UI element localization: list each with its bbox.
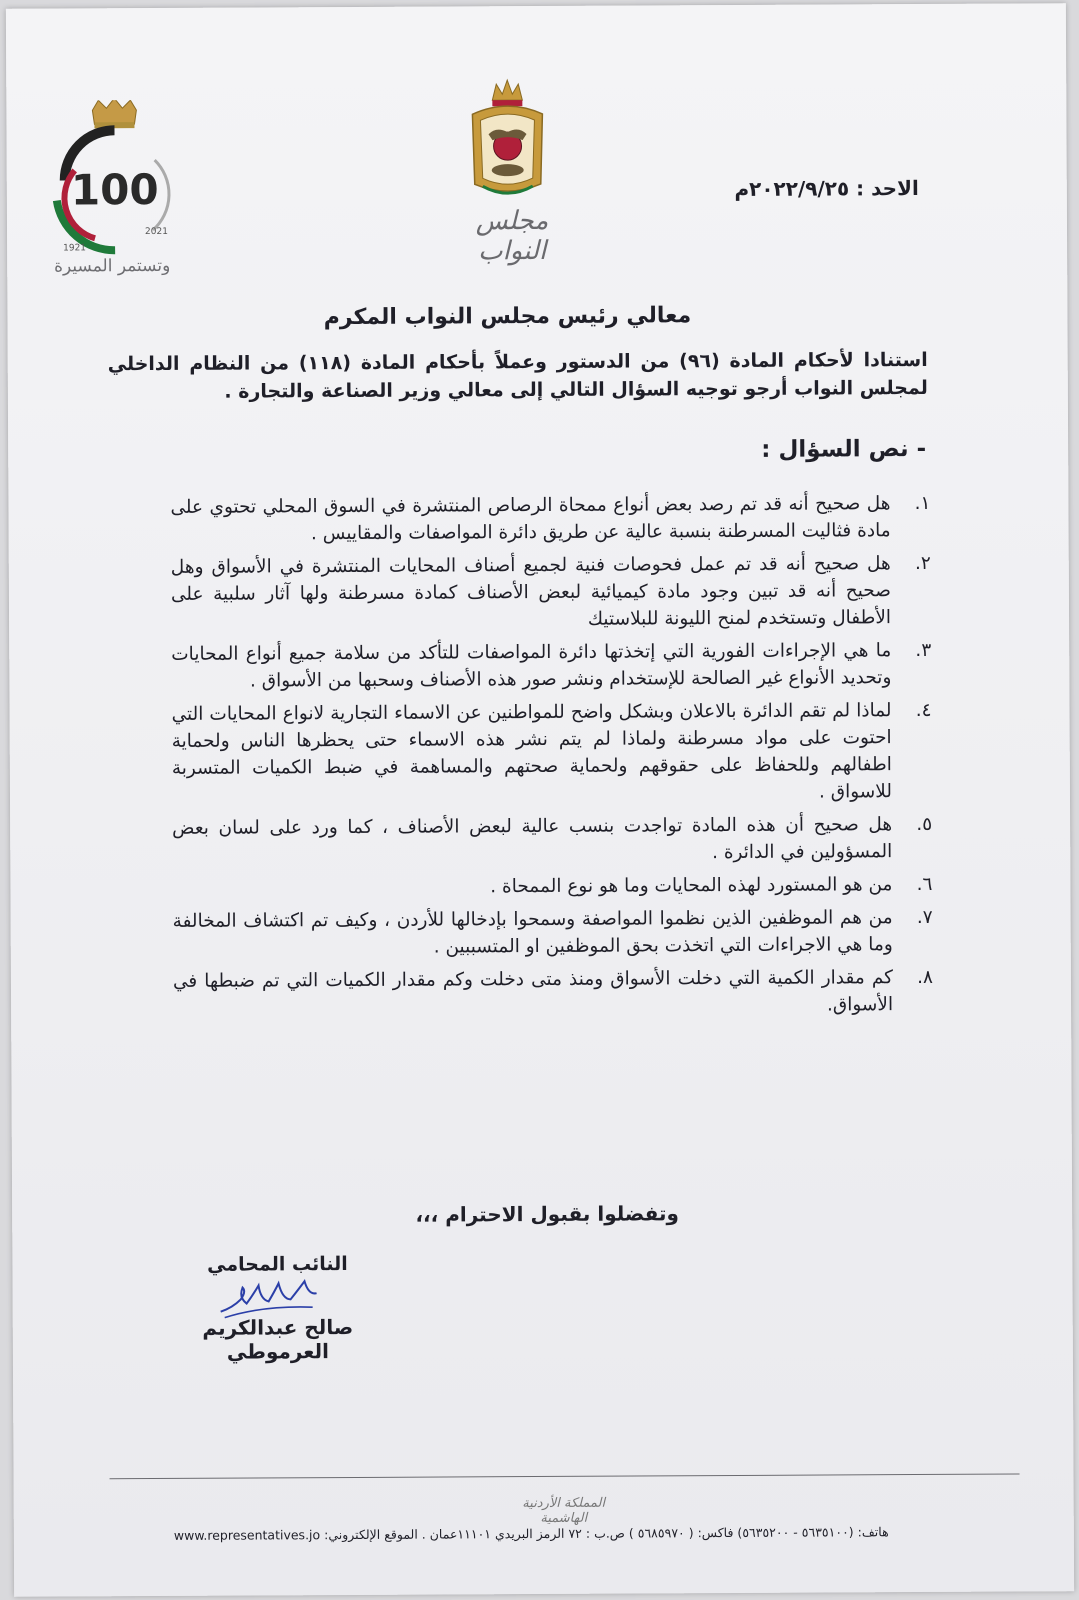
footer-divider <box>110 1473 1020 1479</box>
letter-page <box>6 3 1074 1597</box>
question-number: ٤. <box>915 699 932 722</box>
questions-list <box>170 490 933 1028</box>
question-text: هل صحيح أنه قد تم رصد بعض أنواع ممحاة الرصاص المنتشرة في السوق المحلي تحتوي على مادة فثاليت المسرطنة بنسبة عالية عن طريق دائرة المواصفات والمقاييس . <box>170 493 891 545</box>
question-text: هل صحيح أنه قد تم عمل فحوصات فنية لجميع أصناف المحايات المنتشرة في الأسواق وهل صحيح أنه قد تبين وجود مادة كيميائية لبعض الأصناف كمادة مسرطنة ولها آثار سلبية على الأطفال وتستخدم لمنح الليونة للبلاستيك <box>170 553 892 630</box>
question-item <box>171 697 932 809</box>
centennial-number: 100 <box>70 164 159 215</box>
question-item <box>172 811 932 869</box>
council-logo-text: مجلس النواب <box>475 205 549 267</box>
centennial-year-end: 2021 <box>144 226 168 238</box>
question-number: ٦. <box>916 873 933 896</box>
question-number: ٣. <box>915 639 932 662</box>
letter-date: الاحد : ٢٠٢٢/٩/٢٥م <box>734 176 919 201</box>
closing-line: وتفضلوا بقبول الاحترام ،،، <box>415 1201 679 1227</box>
question-text: لماذا لم تقم الدائرة بالاعلان وبشكل واضح للمواطنين عن الاسماء التجارية لانواع المحايات التي احتوت على مواد مسرطنة ولماذا لم يتم نشر هذه الاسماء حتى يحظرها الناس ولحماية اطفالهم وللحفاظ على حقوقهم ولحماية صحتهم والمساهمة في ضبط الكميات المتسربة للاسواق . <box>171 700 893 803</box>
centennial-caption: وتستمر المسيرة <box>54 255 171 277</box>
centennial-year-start: 1921 <box>63 243 87 254</box>
question-text: من هم الموظفين الذين نظموا المواصفة وسمحوا بإدخالها للأردن ، وكيف تم اكتشاف المخالفة وما هي الاجراءات التي اتخذت بحق الموظفين او المتسببين . <box>172 907 893 958</box>
question-number: ١. <box>914 492 931 515</box>
question-number: ٢. <box>914 552 931 575</box>
question-item <box>173 964 933 1022</box>
footer-seal-text: المملكة الأردنية الهاشمية <box>522 1495 606 1527</box>
intro-paragraph: استنادا لأحكام المادة (٩٦) من الدستور وعملاً بأحكام المادة (١١٨) من النظام الداخلي لمجلس النواب أرجو توجيه السؤال التالي إلى معالي وزير الصناعة والتجارة . <box>107 348 928 403</box>
signatory-name: صالح عبدالكريم العرموطي <box>202 1314 354 1364</box>
question-text: من هو المستورد لهذه المحايات وما هو نوع الممحاة . <box>490 874 893 898</box>
salutation: معالي رئيس مجلس النواب المكرم <box>323 303 692 331</box>
question-text: ما هي الإجراءات الفورية التي إتخذتها دائرة المواصفات للتأكد من سلامة جميع أنواع المحايات وتحديد الأنواع غير الصالحة للإستخدام ونشر صور هذه الأصناف وسحبها من الأسواق . <box>171 640 892 692</box>
question-number: ٧. <box>916 906 933 929</box>
footer-contact-info: هاتف: (٥٦٣٥١٠٠ - ٥٦٣٥٢٠٠) فاكس: ( ٥٦٨٥٩٧٠ ) ص.ب : ٧٢ الرمز البريدي ١١١٠١عمان . الموقع الإلكتروني: www.representatives.jo <box>173 1524 889 1543</box>
question-item <box>171 637 931 695</box>
question-number: ٨. <box>917 966 933 989</box>
question-item <box>172 871 932 902</box>
question-item <box>171 550 931 635</box>
question-item <box>173 904 933 962</box>
question-item <box>170 490 930 548</box>
question-text: هل صحيح أن هذه المادة تواجدت بنسب عالية لبعض الأصناف ، كما ورد على لسان بعض المسؤولين في الدائرة . <box>172 814 893 864</box>
question-heading: - نص السؤال : <box>761 435 927 463</box>
question-text: كم مقدار الكمية التي دخلت الأسواق ومنذ متى دخلت وكم مقدار الكميات التي تم ضبطها في الأسواق. <box>172 967 894 1016</box>
signatory-title: النائب المحامي <box>207 1253 348 1276</box>
jordan-coat-of-arms-icon <box>462 74 553 204</box>
question-number: ٥. <box>916 813 933 836</box>
